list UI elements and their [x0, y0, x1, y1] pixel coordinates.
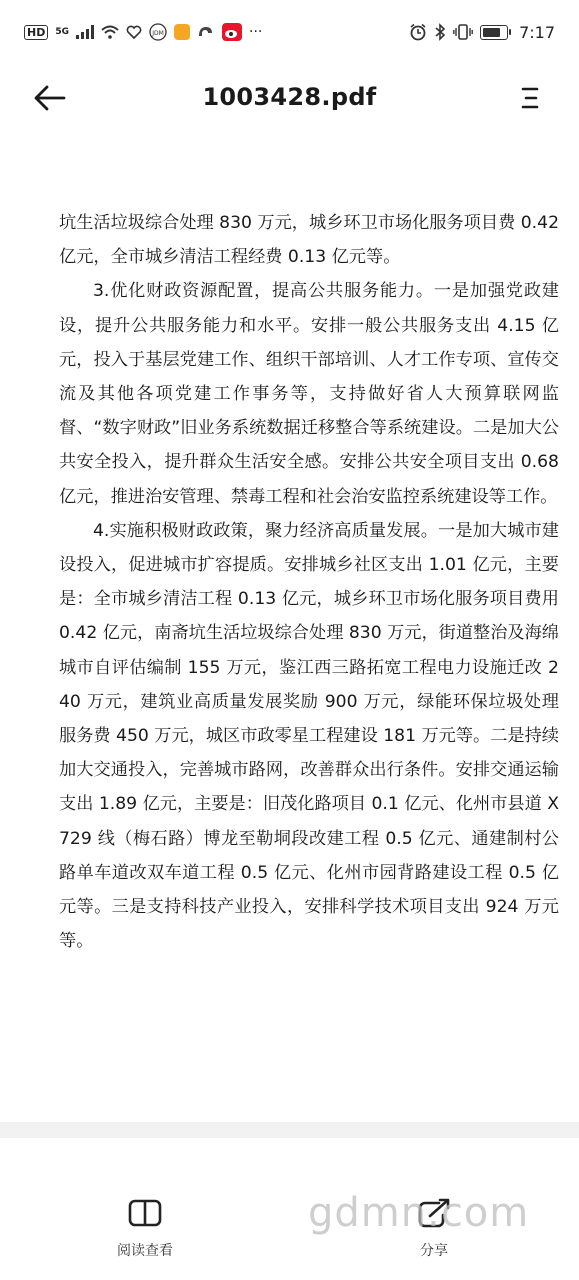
more-notifications-icon: ··· — [249, 24, 263, 40]
orange-app-icon — [174, 24, 190, 40]
back-button[interactable] — [30, 78, 70, 118]
share-label: 分享 — [420, 1243, 448, 1259]
pdf-page-content — [59, 206, 559, 958]
wifi-icon — [101, 25, 119, 39]
svg-text:JDM: JDM — [152, 30, 164, 37]
site-watermark: gdmn.com — [308, 1190, 530, 1236]
battery-icon — [480, 25, 508, 40]
clock: 7:17 — [519, 22, 555, 42]
weibo-icon — [222, 23, 242, 41]
paragraph-1: 坑生活垃圾综合处理 830 万元，城乡环卫市场化服务项目费 0.42 亿元，全市城乡清洁工程经费 0.13 亿元等。 — [59, 213, 559, 268]
document-title: 1003428.pdf — [202, 83, 377, 111]
menu-button[interactable] — [511, 78, 551, 118]
menu-icon — [521, 86, 541, 110]
status-right — [409, 23, 555, 42]
read-view-button[interactable] — [85, 1198, 205, 1260]
battery-fill — [483, 28, 500, 37]
paragraph-2: 3.优化财政资源配置，提高公共服务能力。一是加强党政建设，提升公共服务能力和水平。安排一般公共服务支出 4.15 亿元，投入于基层党建工作、组织干部培训、人才工作专项、宣传交流及其他各项党建工作事务等，支持做好省人大预算联网监督、“数字财政”旧业务系统数据迁移整合等系统建设。二是加大公共安全投入，提升群众生活安全感。安排公共安全项目支出 0.68 亿元，推进治安管理、禁毒工程和社会治安监控系统建设等工作。 — [59, 281, 559, 507]
arrow-left-icon — [34, 85, 66, 111]
uc-browser-icon — [197, 24, 215, 40]
vibrate-icon — [453, 24, 473, 40]
signal-icon — [76, 25, 94, 39]
bluetooth-icon — [434, 23, 446, 41]
book-icon — [128, 1198, 162, 1228]
health-app-icon — [126, 25, 142, 39]
jd-app-icon — [149, 23, 167, 41]
read-view-label: 阅读查看 — [117, 1243, 173, 1259]
network-type: 5G — [55, 27, 69, 37]
bottom-divider — [0, 1122, 579, 1138]
status-bar — [0, 0, 579, 64]
alarm-icon — [409, 23, 427, 41]
app-toolbar — [0, 64, 579, 130]
paragraph-3: 4.实施积极财政政策，聚力经济高质量发展。一是加大城市建设投入，促进城市扩容提质。安排城乡社区支出 1.01 亿元，主要是：全市城乡清洁工程 0.13 亿元，城乡环卫市场化服务项目费用 0.42 亿元，南斋坑生活垃圾综合处理 830 万元，街道整治及海绵城市自评估编制 155 万元，鉴江西三路拓宽工程电力设施迁改 240 万元，建筑业高质量发展奖励 900 万元，绿能环保垃圾处理服务费 450 万元，城区市政零星工程建设 181 万元等。二是持续加大交通投入，完善城市路网，改善群众出行条件。安排交通运输支出 1.89 亿元，主要是：旧茂化路项目 0.1 亿元、化州市县道 X729 线（梅石路）博龙至勒垌段改建工程 0.5 亿元、通建制村公路单车道改双车道工程 0.5 亿元、化州市园背路建设工程 0.5 亿元等。三是支持科技产业投入，安排科学技术项目支出 924 万元等。 — [59, 520, 560, 952]
status-left — [24, 23, 262, 41]
hd-badge: HD — [24, 25, 48, 40]
